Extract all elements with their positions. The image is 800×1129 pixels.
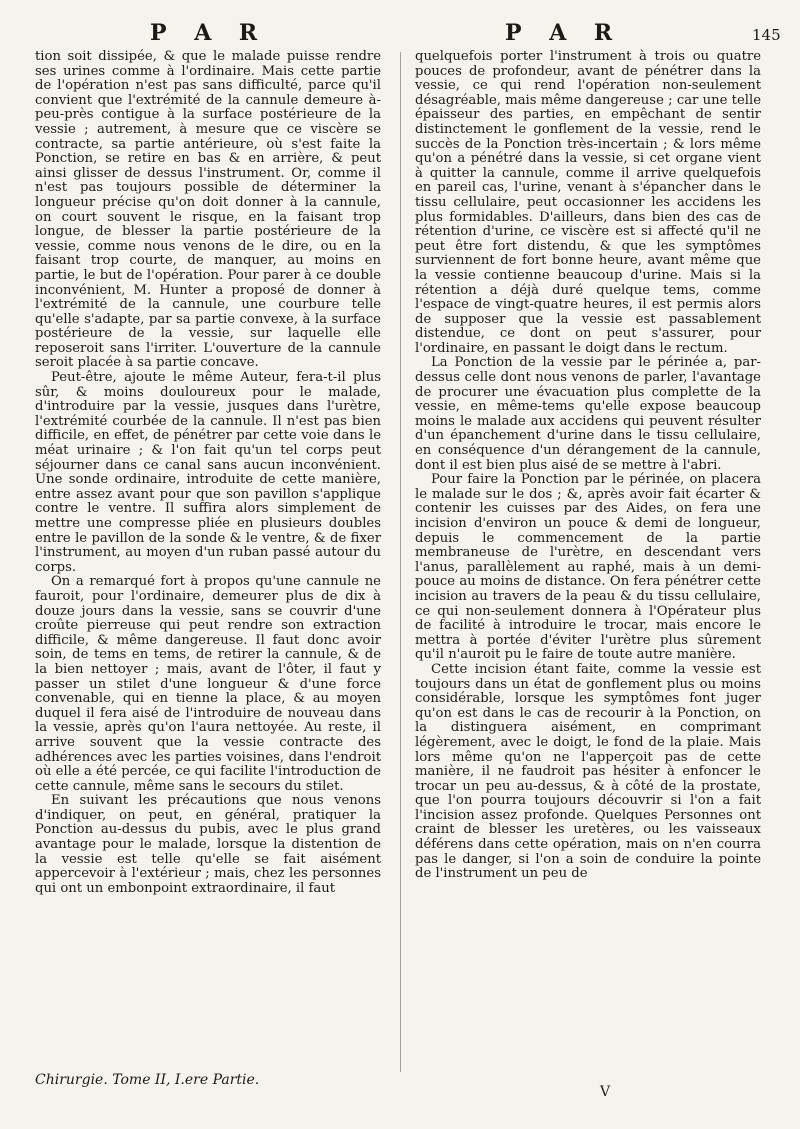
header-left: P A R [150,20,268,46]
page-number: 145 [752,26,781,44]
header-right: P A R [505,20,623,46]
paragraph: En suivant les précautions que nous venons d'indiquer, on peut, en général, pratiquer la Ponction au-dessus du pubis, avec le plus grand avantage pour le malade, lorsque la distention de la vessie est telle qu'elle se fait aisément appercevoir à l'extérieur ; mais, chez les personnes qui ont un embonpoint extraordinaire, il faut [35,793,381,896]
paragraph: Peut-être, ajoute le même Auteur, fera-t-il plus sûr, & moins douloureux pour le malade, d'introduire par la vessie, jusques dans l'urètre, l'extrémité courbée de la cannule. Il n'est pas bien difficile, en effet, de pénétrer par cette voie dans le méat urinaire ; & l'on fait qu'un tel corps peut séjourner dans ce canal sans aucun inconvénient. Une sonde ordinaire, introduite de cette manière, entre assez avant pour que son pavillon s'applique contre le ventre. Il suffira alors simplement de mettre une compresse pliée en plusieurs doubles entre le pavillon de la sonde & le ventre, & de fixer l'instrument, au moyen d'un ruban passé autour du corps. [35,370,381,575]
running-header [0,20,800,50]
paragraph: quelquefois porter l'instrument à trois ou quatre pouces de profondeur, avant de pénétrer dans la vessie, ce qui rend l'opération non-seulement désagréable, mais même dangereuse ; car une telle épaisseur des parties, en empêchant de sentir distinctement le gonflement de la vessie, rend le succès de la Ponction très-incertain ; & lors même qu'on a pénétré dans la vessie, si cet organe vient à quitter la cannule, comme il arrive quelquefois en pareil cas, l'urine, venant à s'épancher dans le tissu cellulaire, peut occasionner les accidens les plus formidables. D'ailleurs, dans bien des cas de rétention d'urine, ce viscère est si affecté qu'il ne peut être fort distendu, & que les symptômes surviennent de fort bonne heure, avant même que la vessie contienne beaucoup d'urine. Mais si la rétention a déjà duré quelque tems, comme l'espace de vingt-quatre heures, il est permis alors de supposer que la vessie est passablement distendue, ce dont on peut s'assurer, pour l'ordinaire, en passant le doigt dans le rectum. [415,49,761,356]
left-column [35,50,381,896]
page-footer [0,1068,800,1108]
paragraph: Cette incision étant faite, comme la vessie est toujours dans un état de gonflement plus ou moins considérable, lorsque les symptômes font juger qu'on est dans le cas de recourir à la Ponction, on la distinguera aisément, en comprimant légèrement, avec le doigt, le fond de la plaie. Mais lors même qu'on ne l'apperçoit pas de cette manière, il ne faudroit pas hésiter à enfoncer le trocar un peu au-dessus, & à côté de la prostate, que l'on pourra toujours découvrir si l'on a fait l'incision assez profonde. Quelques Personnes ont craint de blesser les uretères, ou les vaisseaux déférens dans cette opération, mais on n'en courra pas le danger, si l'on a soin de conduire la pointe de l'instrument un peu de [415,661,761,882]
right-column [415,50,761,882]
paragraph: On a remarqué fort à propos qu'une cannule ne fauroit, pour l'ordinaire, demeurer plus de dix à douze jours dans la vessie, sans se couvrir d'une croûte pierreuse qui peut rendre son extraction difficile, & même dangereuse. Il faut donc avoir soin, de tems en tems, de retirer la cannule, & de la bien nettoyer ; mais, avant de l'ôter, il faut y passer un stilet d'une longueur & d'une force convenable, qui en tienne la place, & au moyen duquel il fera aisé de l'introduire de nouveau dans la vessie, après qu'on l'aura nettoyée. Au reste, il arrive souvent que la vessie contracte des adhérences avec les parties voisines, dans l'endroit où elle a été percée, ce qui facilite l'introduction de cette cannule, même sans le secours du stilet. [35,574,381,794]
paragraph: tion soit dissipée, & que le malade puisse rendre ses urines comme à l'ordinaire. Mais cette partie de l'opération n'est pas sans difficulté, parce qu'il convient que l'extrémité de la cannule demeure à-peu-près contigue à la surface postérieure de la vessie ; autrement, à mesure que ce viscère se contracte, sa partie antérieure, où s'est faite la Ponction, se retire en bas & en arrière, & peut ainsi glisser de dessus l'instrument. Or, comme il n'est pas toujours possible de déterminer la longueur précise qu'on doit donner à la cannule, on court souvent le risque, en la faisant trop longue, de blesser la partie postérieure de la vessie, comme nous venons de le dire, ou en la faisant trop courte, de manquer, au moins en partie, le but de l'opération. Pour parer à ce double inconvénient, M. Hunter a proposé de donner à l'extrémité de la cannule, une courbure telle qu'elle s'adapte, par sa partie convexe, à la surface postérieure de la vessie, sur laquelle elle reposeroit sans l'irriter. L'ouverture de la cannule seroit placée à sa partie concave. [35,49,381,371]
column-divider [400,52,401,1072]
paragraph: Pour faire la Ponction par le périnée, on placera le malade sur le dos ; &, après avoir fait écarter & contenir les cuisses par des Aides, on fera une incision d'environ un pouce & demi de longueur, depuis le commencement de la partie membraneuse de l'urètre, en descendant vers l'anus, parallèlement au raphé, mais à un demi-pouce au moins de distance. On fera pénétrer cette incision au travers de la peau & du tissu cellulaire, ce qui non-seulement donnera à l'Opérateur plus de facilité à introduire le trocar, mais encore le mettra à portée d'éviter l'urètre plus sûrement qu'il n'auroit pu le faire de toute autre manière. [415,472,761,663]
signature-mark: V [600,1084,611,1100]
paragraph: La Ponction de la vessie par le périnée a, par-dessus celle dont nous venons de parler, l'avantage de procurer une évacuation plus complette de la vessie, en même-tems qu'elle expose beaucoup moins le malade aux accidens qui peuvent résulter d'un épanchement d'urine dans le tissu cellulaire, en conséquence d'un dérangement de la cannule, dont il est bien plus aisé de se mettre à l'abri. [415,355,761,473]
signature-line: Chirurgie. Tome II, I.ere Partie. [35,1072,260,1088]
